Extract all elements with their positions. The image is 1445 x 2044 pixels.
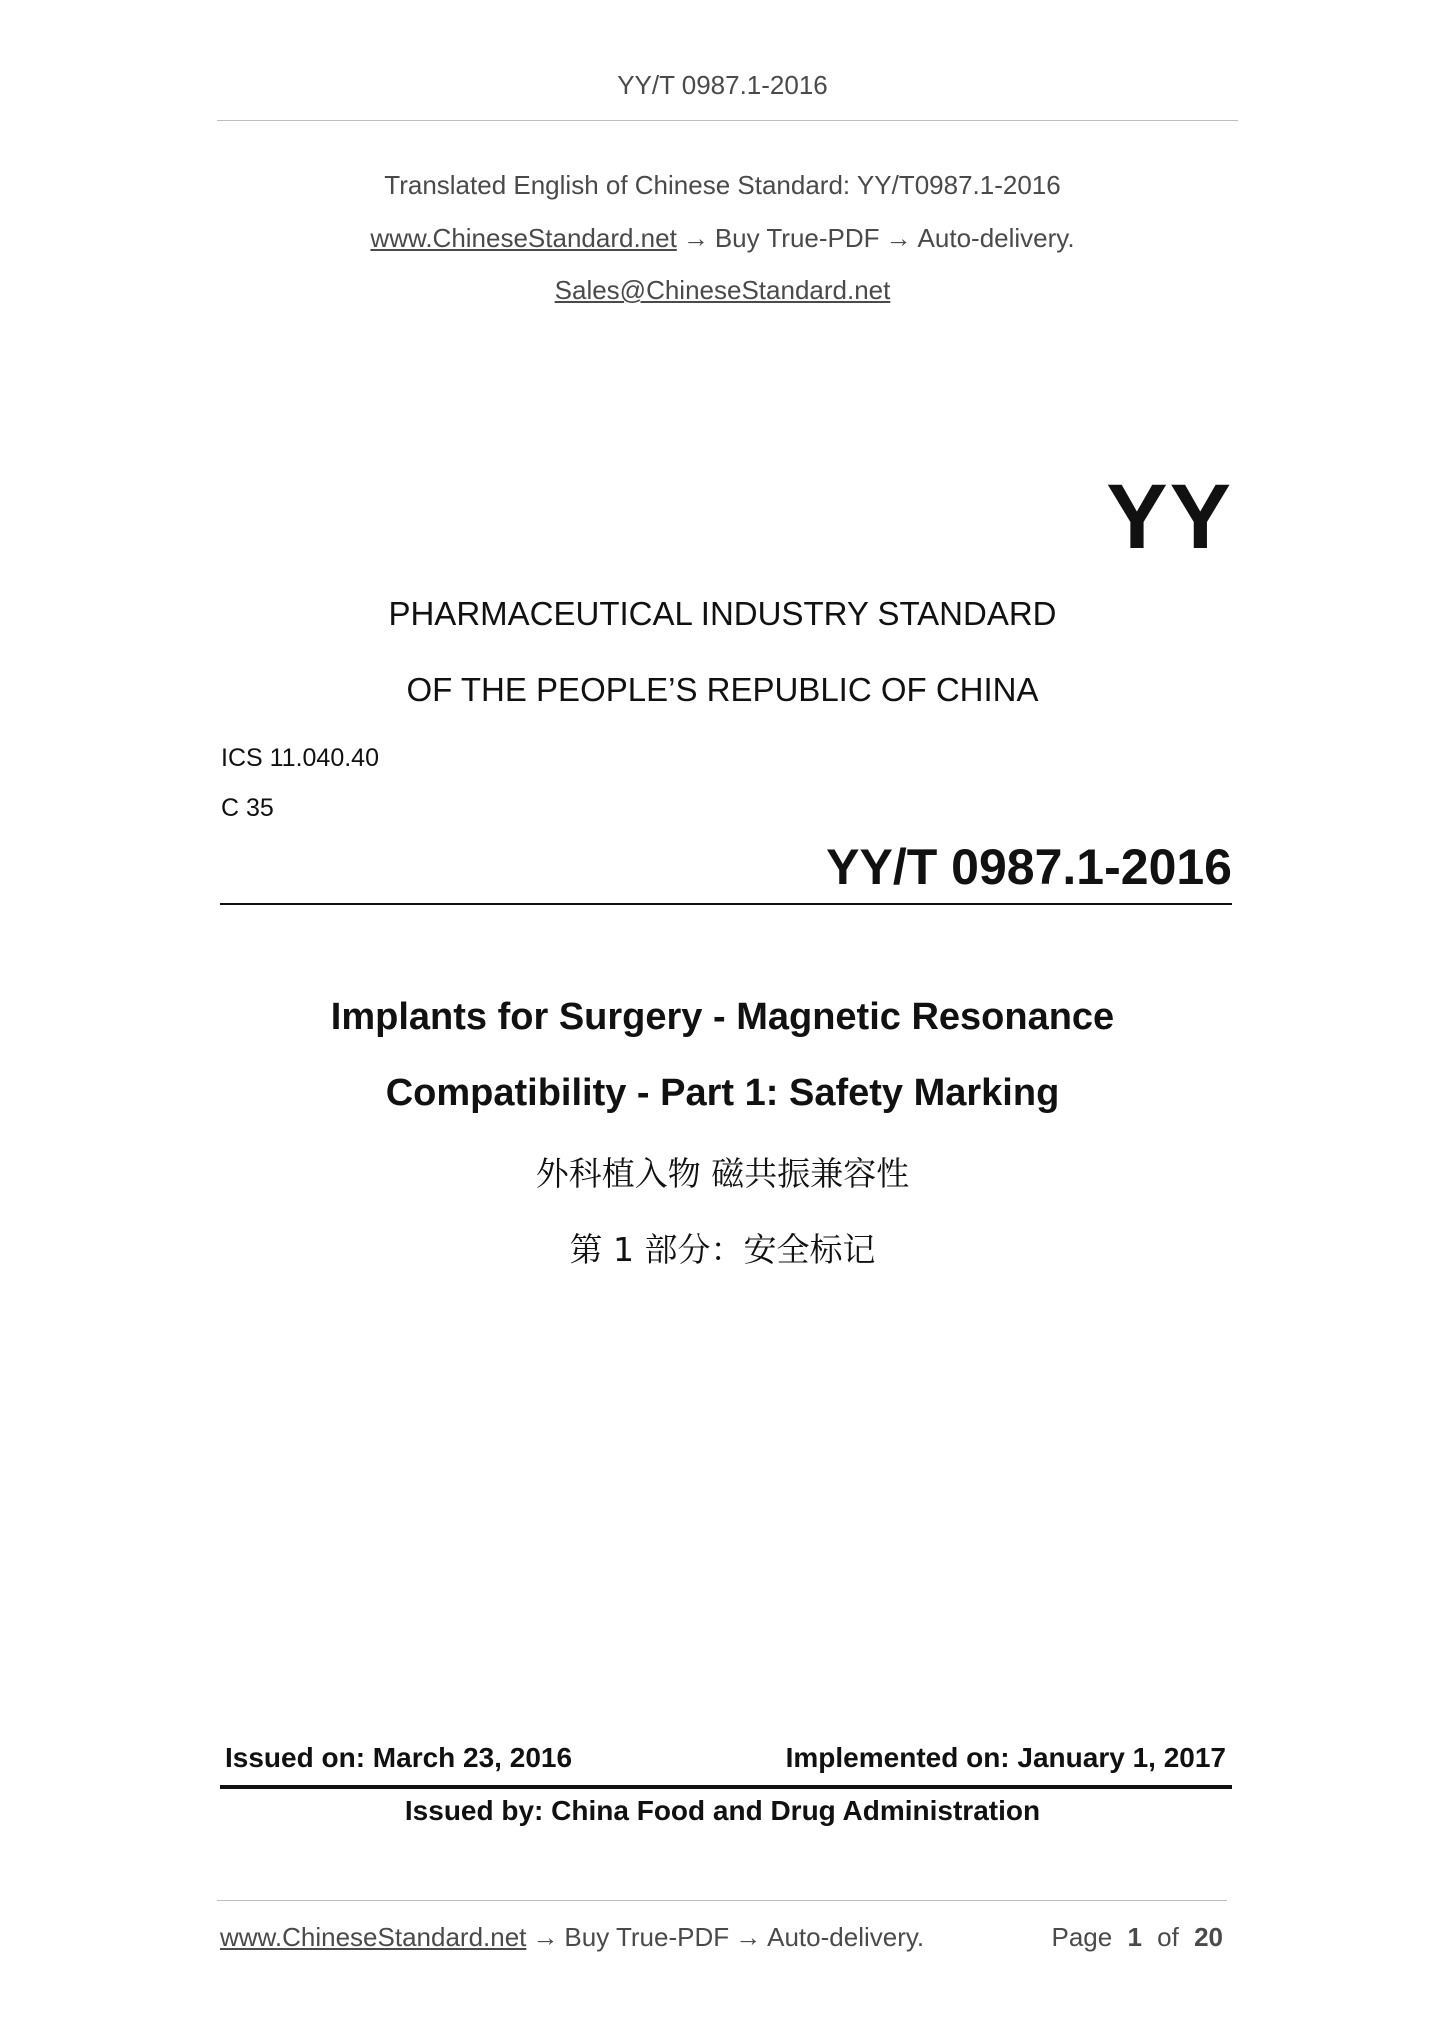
implemented-on-date: Implemented on: January 1, 2017 [785,1742,1226,1773]
page-total: 20 [1194,1922,1223,1952]
ics-code: ICS 11.040.40 [221,744,379,772]
issued-on-date: Issued on: March 23, 2016 [225,1742,573,1773]
purchase-line [0,223,1445,254]
footer-divider [217,1900,1227,1901]
page-number: 1 [1127,1922,1142,1952]
page-indicator [1051,1922,1223,1953]
chinese-title-line2: 第 1 部分：安全标记 [569,1230,876,1269]
email-line [0,275,1445,306]
running-header: YY/T 0987.1-2016 [617,70,828,100]
standard-number: YY/T 0987.1-2016 [826,839,1232,895]
issuing-authority: Issued by: China Food and Drug Administration [404,1795,1041,1826]
of-label: of [1157,1922,1179,1952]
translation-notice: Translated English of Chinese Standard: YY/T0987.1-2016 [384,170,1061,200]
footer-site-link[interactable]: www.ChineseStandard.net [220,1922,527,1952]
sales-email-link[interactable]: Sales@ChineseStandard.net [554,275,891,305]
ccs-code: C 35 [221,794,274,822]
auto-delivery-text: Auto-delivery. [917,223,1075,253]
site-link[interactable]: www.ChineseStandard.net [370,223,677,253]
title-line1: Implants for Surgery - Magnetic Resonance [330,996,1115,1038]
footer-auto-delivery-text: Auto-delivery. [767,1922,925,1952]
dates-divider [220,1785,1232,1789]
chinese-title-line1: 外科植入物 磁共振兼容性 [535,1154,910,1193]
arrow-right-icon: → [682,223,709,253]
standard-mark: YY [1106,466,1233,568]
arrow-right-icon: → [885,223,912,253]
standard-number-divider [220,903,1232,905]
title-line2: Compatibility - Part 1: Safety Marking [385,1072,1060,1114]
arrow-right-icon: → [532,1922,559,1952]
buy-pdf-text: Buy True-PDF [714,223,880,253]
industry-standard-line1: PHARMACEUTICAL INDUSTRY STANDARD [388,595,1057,632]
header-divider [217,120,1238,121]
arrow-right-icon: → [735,1922,762,1952]
industry-standard-line2: OF THE PEOPLE’S REPUBLIC OF CHINA [406,671,1039,708]
footer-purchase-line [220,1922,924,1953]
page-label: Page [1051,1922,1113,1952]
footer-buy-pdf-text: Buy True-PDF [564,1922,730,1952]
